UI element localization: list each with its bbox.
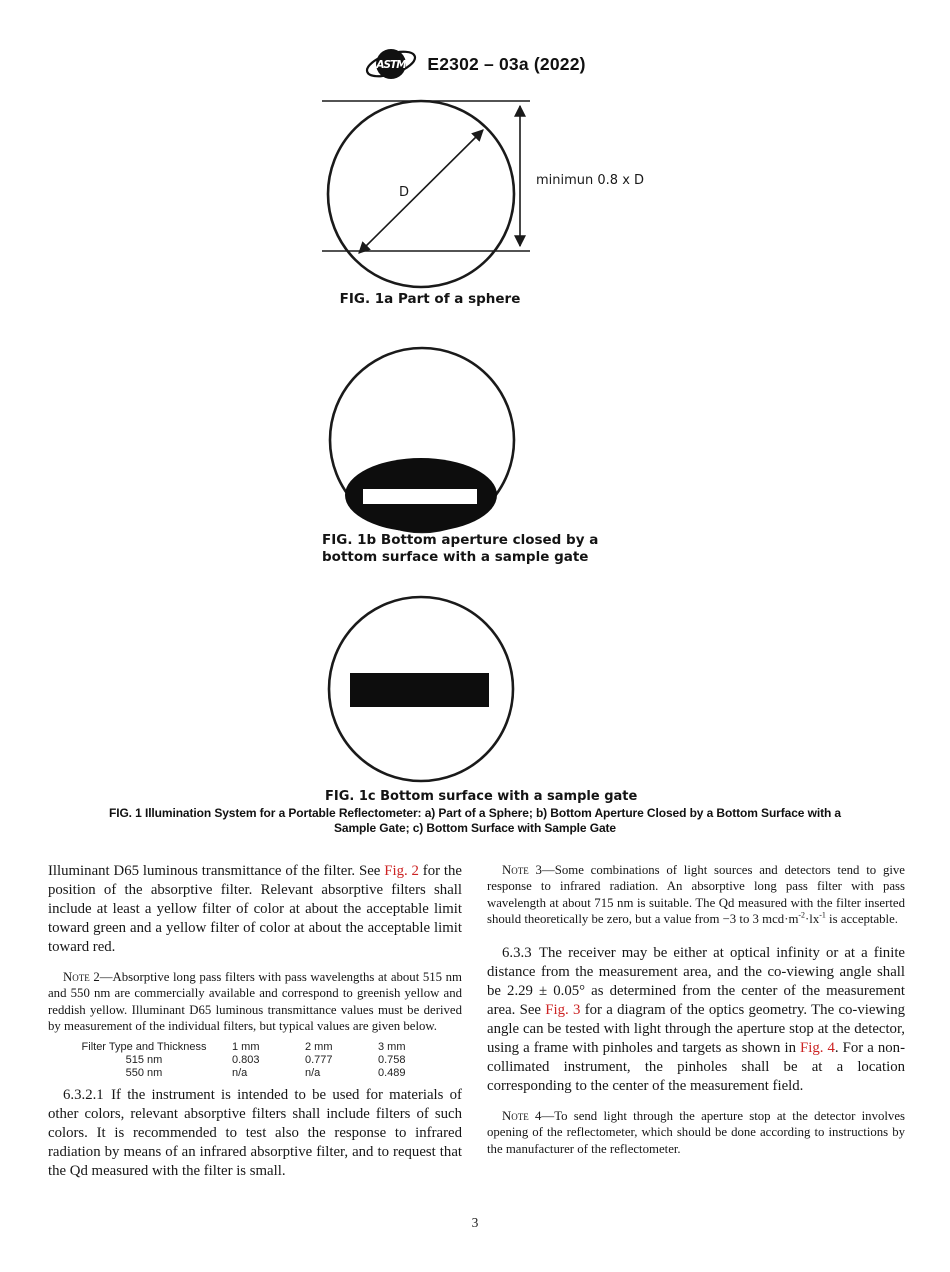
document-title: E2302 – 03a (2022) <box>427 53 586 74</box>
paragraph-illuminant-d65 <box>48 862 462 957</box>
text-segment: Illuminant D65 luminous transmittance of the filter. See <box>48 863 385 879</box>
diameter-arrow <box>359 130 483 253</box>
note-label: Note 3 <box>502 863 542 877</box>
dimension-label: minimun 0.8 x D <box>536 173 645 188</box>
text-segment: ·lx <box>805 911 820 926</box>
table-cell: 0.803 <box>232 1054 260 1067</box>
diameter-label: D <box>399 185 410 200</box>
text-segment: -2 <box>798 910 806 920</box>
note-2 <box>48 969 462 1034</box>
table-cell: n/a <box>232 1067 248 1080</box>
table-cell: n/a <box>305 1067 321 1080</box>
paragraph-6-3-2-1 <box>48 1086 462 1181</box>
figure-1c-caption: FIG. 1c Bottom surface with a sample gate <box>325 789 638 804</box>
figure-1b-caption-line1: FIG. 1b Bottom aperture closed by a <box>322 532 599 548</box>
table-cell: 0.758 <box>378 1054 406 1067</box>
table-header-cell: Filter Type and Thickness <box>81 1041 207 1054</box>
table-cell: 550 nm <box>125 1067 163 1080</box>
svg-text:ASTM: ASTM <box>376 59 406 71</box>
figure-1c-drawing <box>325 593 525 787</box>
text-segment: 6.3.3 The receiver may be either at optical infinity or at a finite distance from the measurement area, and the co-viewing angle shall be 2.29 ± 0.05° as determined from the center of the measurement area. See <box>487 945 905 1019</box>
figure-cross-reference-link[interactable]: Fig. 3 <box>545 1002 581 1019</box>
text-segment: is acceptable. <box>825 911 898 926</box>
astm-logo-icon <box>364 44 418 84</box>
table-header-cell: 3 mm <box>378 1041 406 1054</box>
text-segment: for the position of the absorptive filter. Relevant absorptive filters shall include at least a yellow filter of color at about the acceptable limit toward green and a yellow filter of color at about the acceptable limit toward red. <box>48 863 462 955</box>
table-cell: 0.489 <box>378 1067 406 1080</box>
text-segment: —To send light through the aperture stop at the detector involves opening of the reflectometer, which should be done according to instructions by the manufacturer of the reflectometer. <box>487 1109 905 1156</box>
table-row <box>58 1054 449 1067</box>
figure-1a-caption: FIG. 1a Part of a sphere <box>339 291 521 307</box>
text-segment: 6.3.2.1 If the instrument is intended to be used for materials of other colors, relevant absorptive filters shall include filters of such colors. It is recommended to test also the response to infrared radiation by means of an infrared absorptive filter, and to request that the Qd measured with the filter is small. <box>48 1087 462 1180</box>
page-number: 3 <box>471 1215 479 1230</box>
note-3 <box>487 862 905 927</box>
note-label: Note 2 <box>63 970 100 984</box>
sphere-circle <box>328 101 514 287</box>
figure-1-main-caption-line2: Sample Gate; c) Bottom Surface with Sample Gate <box>333 821 617 835</box>
text-segment: . For a non-collimated instrument, the pinholes shall be at a location corresponding to the center of the measurement field. <box>487 1040 905 1095</box>
note-4 <box>487 1108 905 1157</box>
figure-1a-drawing <box>315 93 680 289</box>
figure-cross-reference-link[interactable]: Fig. 2 <box>384 863 419 879</box>
note-label: Note 4 <box>502 1109 542 1124</box>
left-column <box>48 862 462 1181</box>
text-segment: -1 <box>819 910 826 920</box>
sample-gate-slot <box>363 489 477 504</box>
table-header-row <box>58 1041 449 1054</box>
paragraph-6-3-3 <box>487 944 905 1096</box>
text-segment: for a diagram of the optics geometry. The co-viewing angle can be tested with light through the aperture stop at the detector, using a frame with pinholes and targets as shown in <box>487 1002 906 1057</box>
table-row <box>58 1067 449 1080</box>
table-cell: 515 nm <box>125 1054 163 1067</box>
figure-cross-reference-link[interactable]: Fig. 4 <box>800 1040 835 1057</box>
figure-1-main-caption-line1: FIG. 1 Illumination System for a Portable Reflectometer: a) Part of a Sphere; b) Bottom Aperture Closed by a Bottom Surface with a <box>108 806 841 820</box>
right-column <box>487 862 905 1157</box>
table-cell: 0.777 <box>305 1054 333 1067</box>
document-header <box>0 44 950 84</box>
filter-transmittance-table <box>58 1041 449 1080</box>
text-segment: —Some combinations of light sources and detectors tend to give response to infrared radiation. An absorptive long pass filter with pass wavelength at about 715 nm is suitable. The Qd measured with the filter inserted should theoretically be zero, but a value from −3 to 3 mcd·m <box>487 863 905 926</box>
table-header-cell: 1 mm <box>232 1041 260 1054</box>
sample-gate-rect <box>350 673 489 707</box>
figure-1b-drawing <box>325 342 525 538</box>
figure-1b-caption <box>322 532 598 565</box>
figure-1b-caption-line2: bottom surface with a sample gate <box>322 548 589 565</box>
table-header-cell: 2 mm <box>305 1041 333 1054</box>
figure-1-main-caption <box>45 806 905 836</box>
text-segment: —Absorptive long pass filters with pass wavelengths at about 515 nm and 550 nm are commercially available and correspond to greenish yellow and reddish yellow. Illuminant D65 luminous transmittance values must be derived by measurement of the individual filters, but typical values are given below. <box>48 970 462 1033</box>
